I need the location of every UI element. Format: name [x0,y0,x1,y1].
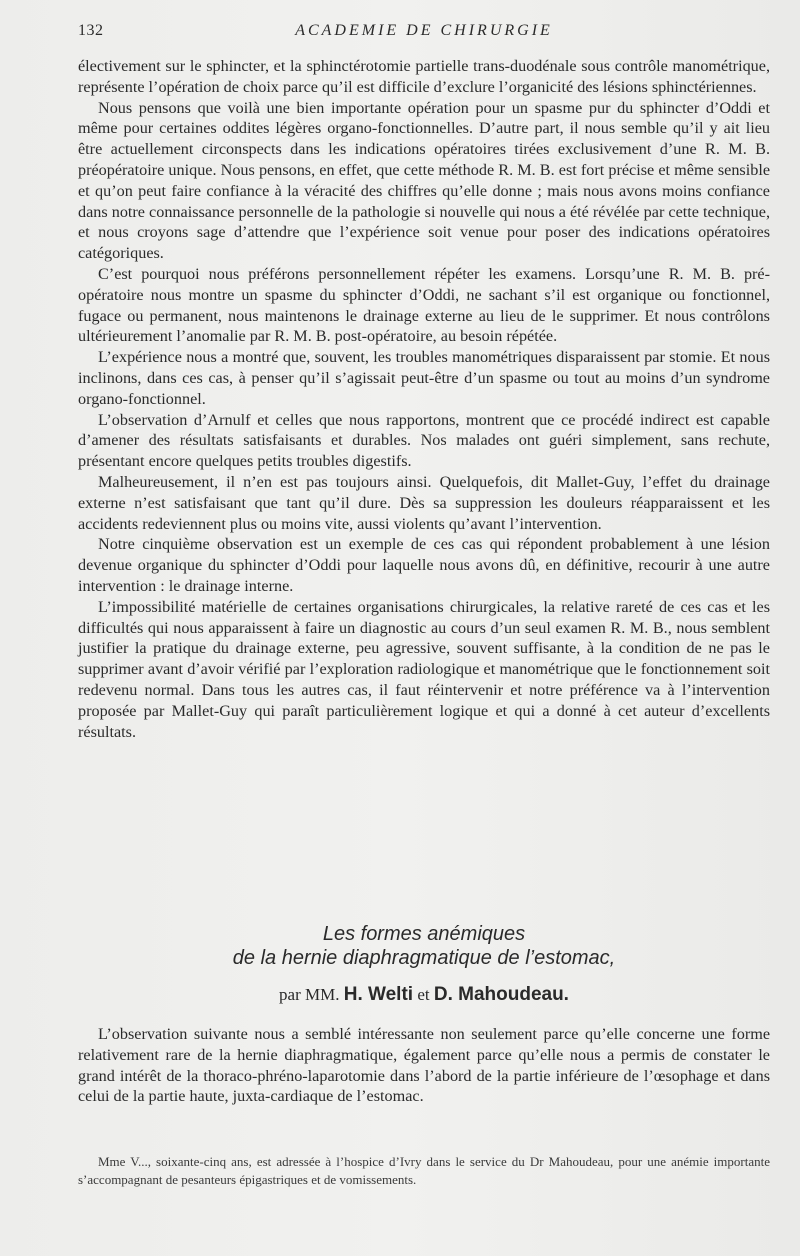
article-body [78,1024,770,1107]
article-heading [78,922,770,1006]
article-title-line-2: de la hernie diaphragmatique de l’estomac, [232,947,616,969]
author-2: D. Mahoudeau. [433,984,569,1005]
paragraph: L’impossibilité matérielle de certaines organisations chirurgicales, la relative rareté de ces cas et les difficultés qui nous apparaissent à faire un diagnostic au cours d’un seul examen R. M. B., nous semblent justifier la pratique du drainage externe, peu agressive, souvent suffisante, à la condition de ne pas le supprimer avant d’avoir vérifié par l’exploration radiologique et manométrique que le fonctionnement soit redevenu normal. Dans tous les autres cas, il faut réintervenir et notre préférence va à l’intervention proposée par Mallet-Guy qui paraît particulièrement logique et qui a donné à cet auteur d’excellents résultats. [78,597,770,741]
byline-prefix: par MM. [279,985,340,1004]
paragraph: Malheureusement, il n’en est pas toujours ainsi. Quelquefois, dit Mallet-Guy, l’effet du drainage externe n’est satisfaisant que tant qu’il dure. Dès sa suppression les douleurs réapparaissent et les accidents redeviennent plus ou moins vite, aussi violents qu’avant l’intervention. [78,472,770,533]
running-title: ACADEMIE DE CHIRURGIE [295,22,553,39]
page-header [78,22,770,46]
paragraph: Nous pensons que voilà une bien importante opération pour un spasme pur du sphincter d’Oddi et même pour certaines oddites légères organo-fonctionnelles. D’autre part, il nous semble qu’il y ait lieu être actuellement circonspects dans les indications opératoires tirées exclusivement d’une R. M. B. préopératoire unique. Nous pensons, en effet, que cette méthode R. M. B. est fort précise et même sensible et qu’on peut faire confiance à la véracité des chiffres qu’elle donne ; mais nous avons moins confiance dans notre connaissance personnelle de la pathologie si nouvelle qui nous a été révélée par cette technique, et nous croyons sage d’attendre que l’expérience soit venue pour poser des indications opératoires catégoriques. [78,98,770,263]
page-number: 132 [78,22,104,39]
paragraph: électivement sur le sphincter, et la sphinctérotomie partielle trans-duodénale sous contrôle manométrique, représente l’opération de choix parce qu’il est difficile d’exclure l’organicité des lésions sphinctériennes. [78,57,770,96]
paragraph: C’est pourquoi nous préférons personnellement répéter les examens. Lorsqu’une R. M. B. pré-opératoire nous montre un spasme du sphincter d’Oddi, ne sachant s’il est organique ou fonctionnel, fugace ou permanent, nous maintenons le drainage externe au lieu de le supprimer. Et nous contrôlons ultérieurement l’anomalie par R. M. B. post-opératoire, au besoin répétée. [78,264,770,346]
paragraph: Notre cinquième observation est un exemple de ces cas qui répondent probablement à une lésion devenue organique du sphincter d’Oddi pour laquelle nous avons dû, en définitive, recourir à une autre intervention : le drainage interne. [78,535,770,595]
byline [78,984,770,1006]
paragraph: L’expérience nous a montré que, souvent, les troubles manométriques disparaissent par stomie. Et nous inclinons, dans ces cas, à penser qu’il s’agissait peut-être d’un spasme ou tout au moins d’un syndrome organo-fonctionnel. [78,348,770,408]
case-note: Mme V..., soixante-cinq ans, est adressée à l’hospice d’Ivry dans le service du Dr Mahoudeau, pour une anémie importante s’accompagnant de pesanteurs épigastriques et de vomissements. [78,1154,770,1187]
byline-conjunction: et [417,985,430,1004]
paragraph: L’observation d’Arnulf et celles que nous rapportons, montrent que ce procédé indirect est capable d’amener des résultats satisfaisants et durables. Nos malades ont guéri simplement, sans rechute, présentant encore quelques petits troubles digestifs. [78,410,770,471]
article-title-line-1: Les formes anémiques [322,923,526,945]
main-text [78,56,770,742]
author-1: H. Welti [343,984,414,1005]
article-intro: L’observation suivante nous a semblé intéressante non seulement parce qu’elle concerne une forme relativement rare de la hernie diaphragmatique, également parce qu’elle nous a permis de constater le grand intérêt de la thoraco-phréno-laparotomie dans l’abord de la partie inférieure de l’œsophage et dans celui de la partie haute, juxta-cardiaque de l’estomac. [78,1025,770,1106]
